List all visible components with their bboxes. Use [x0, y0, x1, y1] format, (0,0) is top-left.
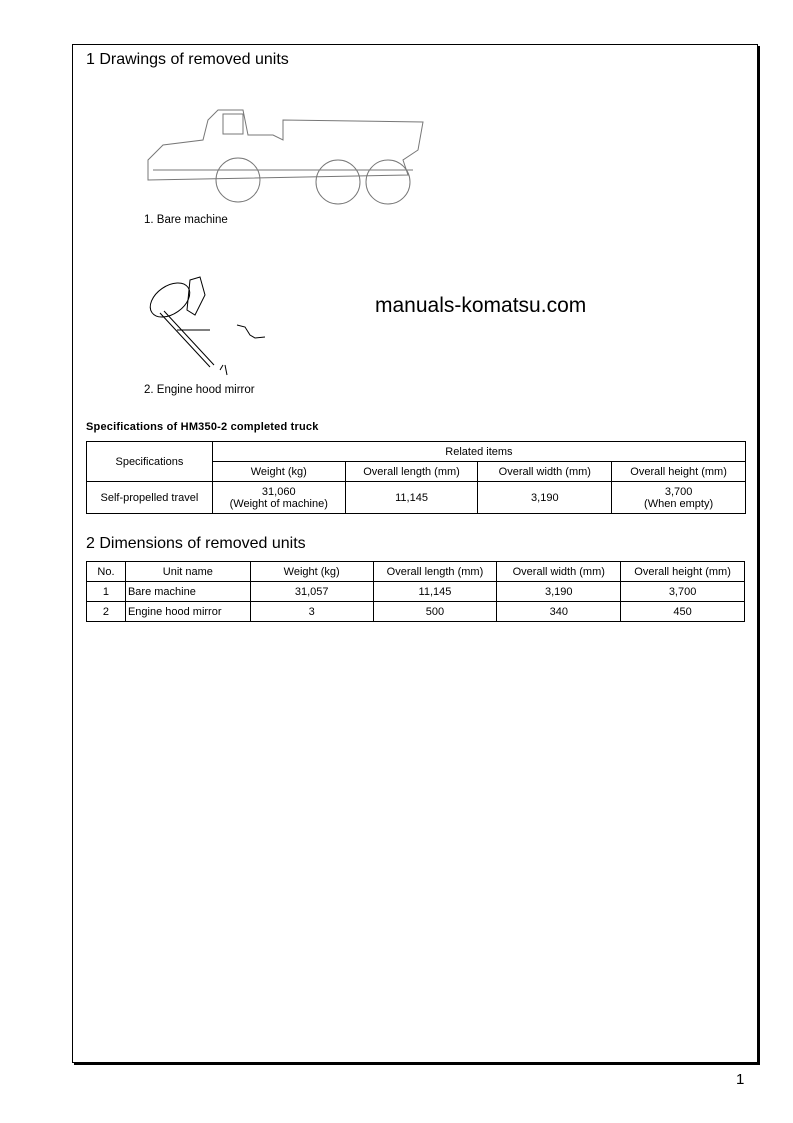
cell-unit-name: Bare machine — [125, 582, 250, 602]
col-height: Overall height (mm) — [621, 562, 745, 582]
row-label: Self-propelled travel — [87, 482, 213, 514]
header-specifications: Specifications — [87, 442, 213, 482]
col-weight: Weight (kg) — [250, 562, 373, 582]
dump-truck-drawing-icon — [143, 100, 428, 208]
spec-table — [86, 441, 746, 514]
page-number: 1 — [736, 1071, 745, 1088]
cell-length: 11,145 — [373, 582, 497, 602]
mirror-drawing-icon — [145, 275, 265, 383]
watermark: manuals-komatsu.com — [375, 294, 587, 317]
height-note: (When empty) — [644, 497, 714, 510]
col-no: No. — [87, 562, 126, 582]
cell-unit-name: Engine hood mirror — [125, 602, 250, 622]
height-cell — [612, 482, 746, 514]
weight-value: 31,060 — [261, 485, 296, 498]
width-cell: 3,190 — [478, 482, 612, 514]
cell-length: 500 — [373, 602, 497, 622]
table-row — [87, 482, 746, 514]
cell-height: 3,700 — [621, 582, 745, 602]
cell-width: 3,190 — [497, 582, 621, 602]
cell-no: 2 — [87, 602, 126, 622]
length-cell: 11,145 — [345, 482, 478, 514]
spec-table-title: Specifications of HM350-2 completed truck — [86, 421, 319, 433]
col-length: Overall length (mm) — [345, 462, 478, 482]
weight-note: (Weight of machine) — [229, 497, 328, 510]
col-weight: Weight (kg) — [212, 462, 345, 482]
cell-height: 450 — [621, 602, 745, 622]
cell-width: 340 — [497, 602, 621, 622]
section-2-title: 2 Dimensions of removed units — [86, 535, 306, 552]
section-1-title: 1 Drawings of removed units — [86, 51, 289, 68]
col-width: Overall width (mm) — [497, 562, 621, 582]
figure-caption-engine-hood-mirror: 2. Engine hood mirror — [144, 384, 255, 396]
cell-weight: 3 — [250, 602, 373, 622]
weight-cell — [212, 482, 345, 514]
table-row — [87, 602, 745, 622]
col-length: Overall length (mm) — [373, 562, 497, 582]
height-value: 3,700 — [664, 485, 693, 498]
figure-caption-bare-machine: 1. Bare machine — [144, 214, 228, 226]
table-row — [87, 582, 745, 602]
col-unit-name: Unit name — [125, 562, 250, 582]
col-width: Overall width (mm) — [478, 462, 612, 482]
cell-no: 1 — [87, 582, 126, 602]
header-related-items: Related items — [212, 442, 745, 462]
col-height: Overall height (mm) — [612, 462, 746, 482]
dimensions-table — [86, 561, 745, 622]
cell-weight: 31,057 — [250, 582, 373, 602]
